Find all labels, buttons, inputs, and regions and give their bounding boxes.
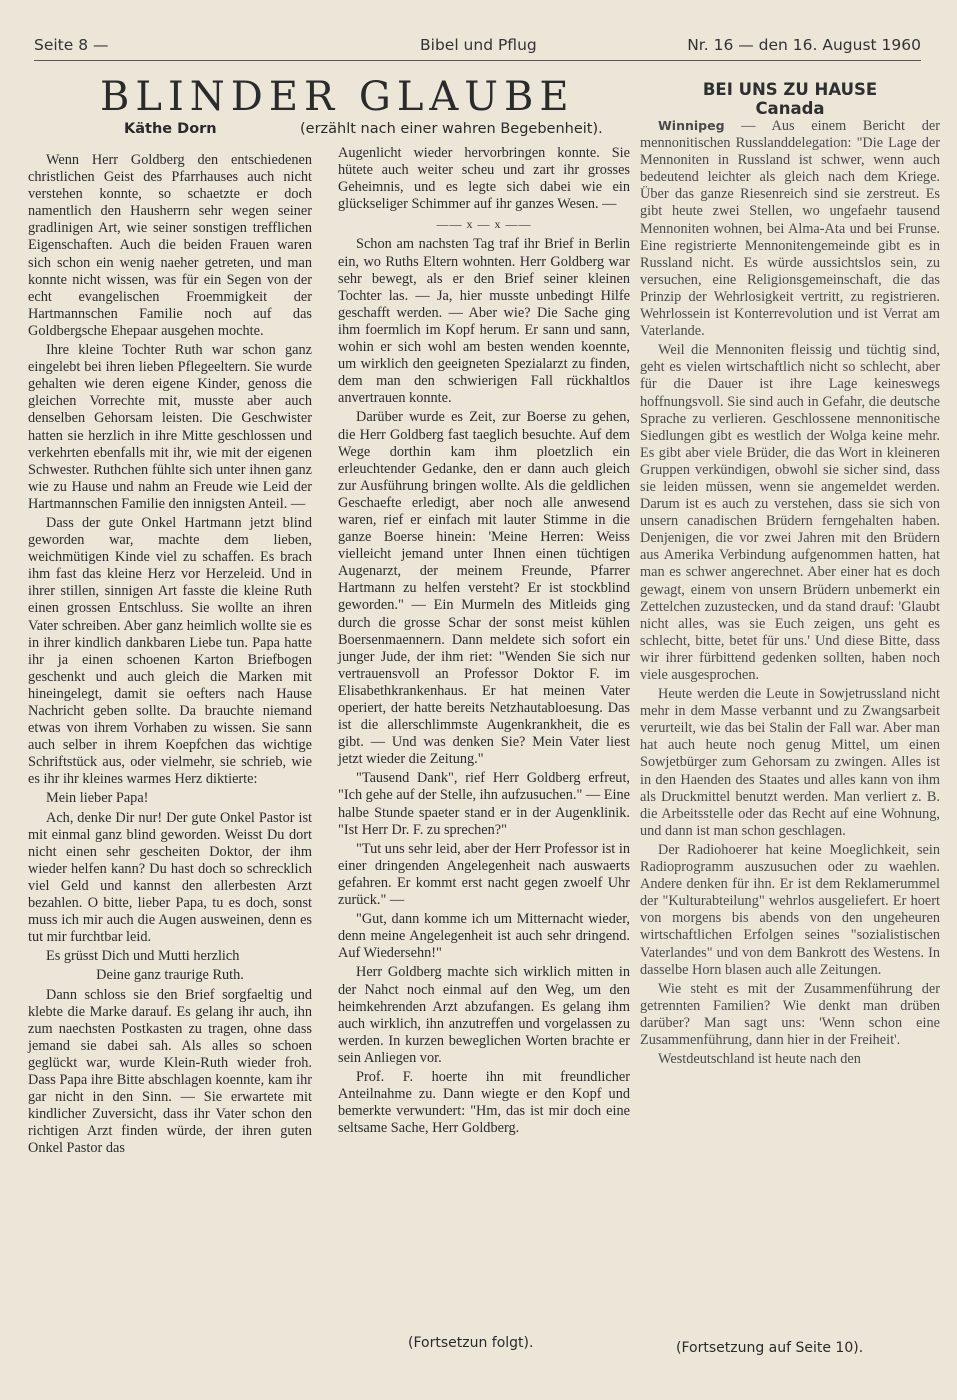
article-author: Käthe Dorn <box>124 121 217 137</box>
article-column-1 <box>28 152 312 1159</box>
article-continued-note: (Fortsetzun folgt). <box>408 1335 534 1351</box>
paragraph: Weil die Mennoniten fleissig und tüchtig sind, geht es vielen wirtschaftlich nicht so schlecht, aber für die Dauer ist ihre Lage keineswegs hoffnungsvoll. Sie sind auch in Gefahr, die deutsche Sprache zu verlieren. Geschlossene mennonitische Siedlungen gibt es westlich der Wolga keine mehr. Es gibt aber viele Brüder, die das Wort in kleineren Gruppen verkündigen, obwohl sie sicher sind, dass sie leiden müssen, wenn sie angemeldet werden. Darum ist es auch zu verstehen, dass sie sich von unsern canadischen Brüdern ferngehalten haben. Denjenigen, die vor zwei Jahren mit den Brüdern aus Amerika Verbindung aufgenommen hatten, hat man es schwer angerechnet. Aber einer hat es doch gewagt, einem von unsern Brüdern unbemerkt ein Zettelchen zuzustecken, und da stand drauf: 'Glaubt nicht alles, was sie Euch zeigen, uns geht es schlecht, bitte, betet für uns.' Und diese Bitte, dass wir ihrer fürbittend gedenken sollten, haben noch viele ausgesprochen. <box>640 342 940 683</box>
paragraph: Ach, denke Dir nur! Der gute Onkel Pastor ist mit einmal ganz blind geworden. Weisst Du dort nicht einen sehr gescheiten Doktor, der ihm wieder helfen kann? Du hast doch so schrecklich viel Geld und kannst den allerbesten Arzt bezahlen. O bitte, lieber Papa, tu es doch, sonst muss ich mir auch die Augen ausweinen, denn es tut mir furchtbar leid. <box>28 809 312 946</box>
paragraph: Schon am nachsten Tag traf ihr Brief in Berlin ein, wo Ruths Eltern wohnten. Herr Goldberg war sehr bewegt, als er den Brief seiner kleinen Tochter las. — Ja, hier musste unbedingt Hilfe geschafft werden. — Aber wie? Die Sache ging ihm foermlich im Kopf herum. Er sann und sann, wohin er sich wohl am besten wenden koennte, um wirklich den geeigneten Spezialarzt zu finden, dem man den schwierigen Fall rückhaltlos anvertrauen konnte. <box>338 236 630 407</box>
letter-salutation: Mein lieber Papa! <box>46 790 149 807</box>
paragraph: Wie steht es mit der Zusammenführung der getrennten Familien? Wie denkt man drüben darüber? Man sagt uns: 'Wenn schon eine Zusammenführung, dann hier in der Freiheit'. <box>640 980 940 1048</box>
paragraph: Westdeutschland ist heute nach den <box>658 1051 861 1068</box>
paragraph: "Tausend Dank", rief Herr Goldberg erfreut, "Ich gehe auf der Stelle, ihn aufzusuchen." — Eine halbe Stunde spaeter stand er in der Augenklinik. "Ist Herr Dr. F. zu sprechen?" <box>338 770 630 838</box>
issue-date: Nr. 16 — den 16. August 1960 <box>687 36 921 54</box>
paragraph-text: — Aus einem Bericht der mennonitischen Russlanddelegation: "Die Lage der Mennoniten in Russland ist schwer, wenn auch bedeutend leichter als gleich nach dem Kriege. Über das ganze Riesenreich sind sie zerstreut. Es gibt heute zwei Stellen, wo ungefaehr tausend Mennoniten wohnen, bei Alma-Ata und bei Frunse. Eine registrierte Mennonitengemeinde gibt es in Russland nicht. Es würde aussichtslos sein, zu versuchen, eine Religionsgemeinschaft, die das Prinzip der Wehrlosigkeit vertritt, zu registrieren. Wehrlossein ist Konterrevolution und ist Verrat am Vaterlande. <box>640 118 940 340</box>
section-column <box>640 117 940 1070</box>
paragraph: Herr Goldberg machte sich wirklich mitten in der Nahct noch einmal auf den Weg, um den heimkehrenden Arzt abzufangen. Es gelang ihm auch wirklich, ihn anzutreffen und vorgelassen zu werden. In kurzen beweglichen Worten brachte er sein Anliegen vor. <box>338 964 630 1066</box>
paragraph: "Gut, dann komme ich um Mitternacht wieder, denn meine Angelegenheit ist auch sehr dringend. Auf Wiedersehn!" <box>338 911 630 962</box>
page-header <box>34 36 921 61</box>
section-separator: —— x — x —— <box>436 217 532 232</box>
letter-closing: Es grüsst Dich und Mutti herzlich <box>46 948 240 965</box>
section-title: BEI UNS ZU HAUSE <box>702 80 878 99</box>
page-number: Seite 8 — <box>34 36 109 54</box>
article-title: BLINDER GLAUBE <box>100 74 575 120</box>
paragraph: Prof. F. hoerte ihn mit freundlicher Anteilnahme zu. Dann wiegte er den Kopf und bemerkte verwundert: "Hm, das ist mir doch eine seltsame Sache, Herr Goldberg. <box>338 1068 630 1137</box>
dateline-place: Winnipeg <box>658 118 725 133</box>
paragraph: "Tut uns sehr leid, aber der Herr Professor ist in einer dringenden Angelegenheit nach auswaerts gefahren. Er kommt erst nacht gegen zwoelf Uhr zurück." — <box>338 840 630 909</box>
section-subtitle: Canada <box>755 99 825 118</box>
paragraph <box>640 117 940 340</box>
letter-signature: Deine ganz traurige Ruth. <box>96 967 244 984</box>
paragraph: Dass der gute Onkel Hartmann jetzt blind geworden war, machte dem lieben, weichmütigen Kinde viel zu schaffen. Es brach ihm fast das kleine Herz vor Herzeleid. Und in ihrer stillen, sinnigen Art fasste die kleine Ruth einen grossen Entschluss. Sie wollte an ihren Vater schreiben. Aber ganz heimlich wollte sie es in ihrer kindlich dankbaren Liebe tun. Papa hatte ihr ja einen schoenen Karton Briefbogen geschenkt und auch gleich die Marken mit hineingelegt, damit sie oefters nach Hause Nachricht geben sollte. Da brauchte niemand etwas von ihrem Vorhaben zu wissen. Sie sann auch selber in ihrem Koepfchen das wichtige Schriftstück aus, oder vielmehr, sie schrieb, wie es ihr ihr kleines warmes Herz diktierte: <box>28 514 312 788</box>
paragraph: Augenlicht wieder hervorbringen konnte. Sie hütete auch weiter scheu und zart ihr grosses Geheimnis, und es legte sich dabei wie ein glückseliger Schimmer auf ihr ganzes Wesen. — <box>338 145 630 213</box>
paragraph: Dann schloss sie den Brief sorgfaeltig und klebte die Marke darauf. Es gelang ihr auch, ihn zum naechsten Postkasten zu tragen, ohne dass jemand sie dabei sah. Als alles so schoen geglückt war, wurde Klein-Ruth wieder froh. Dass Papa ihre Bitte abschlagen koennte, kam ihr gar nicht in den Sinn. — Sie erwartete mit kindlicher Zuversicht, dass ihr Vater schon den richtigen Arzt finden würde, der ihren guten Onkel Pastor das <box>28 986 312 1157</box>
publication-name: Bibel und Pflug <box>420 36 537 54</box>
paragraph: Der Radiohoerer hat keine Moeglichkeit, sein Radioprogramm auszusuchen oder zu waehlen. Andere denken für ihn. Er ist dem Reklamerummel der "Kulturabteilung" wehrlos ausgeliefert. Er hoert von morgens bis abends von den ungeheuren wirtschaftlichen Erfolgen seines "sozialistischen Vaterlandes" und von dem Bankrott des Westens. In dasselbe Horn blasen auch alle Zeitungen. <box>640 841 940 978</box>
article-column-2 <box>338 145 630 1139</box>
paragraph: Wenn Herr Goldberg den entschiedenen christlichen Geist des Pfarrhauses auch nicht verstehen konnte, so schaetzte er doch namentlich den Hausherrn sehr wegen seiner gradlinigen Art, wie seiner sonstigen trefflichen Eigenschaften. Auch die beiden Frauen waren sich schon ein wenig naeher getreten, und man konnte nicht wissen, was für ein Segen von der echt evangelischen Froemmigkeit der Hartmannschen Familie noch auf das Goldbergsche Ehepaar ausgehen mochte. <box>28 152 312 339</box>
section-heading <box>640 80 940 118</box>
section-continued-note: (Fortsetzung auf Seite 10). <box>676 1340 864 1356</box>
paragraph: Ihre kleine Tochter Ruth war schon ganz eingelebt bei ihren lieben Pflegeeltern. Sie wurde gehalten wie deren eigene Kinder, genoss die gleichen Vorrechte mit, musste aber auch denselben Gehorsam leisten. Die Geschwister hatten sie herzlich in ihre Mitte geschlossen und verkehrten ebenfalls mit ihr, wie mit der eigenen Schwester. Ruthchen fühlte sich unter ihnen ganz wie zu Hause und nahm an Freude wie Leid der Hartmannschen Familie den innigsten Anteil. — <box>28 342 312 512</box>
article-subtitle: (erzählt nach einer wahren Begebenheit). <box>300 121 603 137</box>
paragraph: Heute werden die Leute in Sowjetrussland nicht mehr in dem Masse verbannt und zu Zwangsarbeit verurteilt, wie das bei Stalin der Fall war. Aber man hat auch heute noch genug Mittel, um einen Sowjetbürger zum Gehorsam zu zwingen. Alles ist in den Haenden des Staates und alles kann von ihm als Druckmittel benutzt werden. Man verliert z. B. die Arbeitsstelle oder das Recht auf eine Wohnung, und dann ist man schon geschlagen. <box>640 686 940 839</box>
paragraph: Darüber wurde es Zeit, zur Boerse zu gehen, die Herr Goldberg fast taeglich besuchte. Auf dem Wege dorthin kam ihm ploetzlich ein erleuchtender Gedanke, den er dann auch gleich zur Ausführung bringen wollte. Als die geldlichen Geschaefte erledigt, aber noch alle anwesend waren, rief er einfach mit lauter Stimme in die ganze Boerse hinein: 'Meine Herren: Weiss vielleicht jemand unter Ihnen einen tüchtigen Augenarzt, der meinem Freunde, Pfarrer Hartmann zu helfen versteht? Er ist stockblind geworden." — Ein Murmeln des Mitleids ging durch die grosse Schar der sonst meist kühlen Boersenmaennern. Dann meldete sich sofort ein junger Jude, der ihm riet: "Wenden Sie sich nur vertrauensvoll an Professor Doktor F. im Elisabethkrankenhaus. Er hat meinen Vater operiert, der hatte bereits Netzhautabloesung. Das ist die allerschlimmste Augenkrankheit, die es gibt. — Und was denken Sie? Mein Vater liest jetzt wieder die Zeitung." <box>338 409 630 768</box>
